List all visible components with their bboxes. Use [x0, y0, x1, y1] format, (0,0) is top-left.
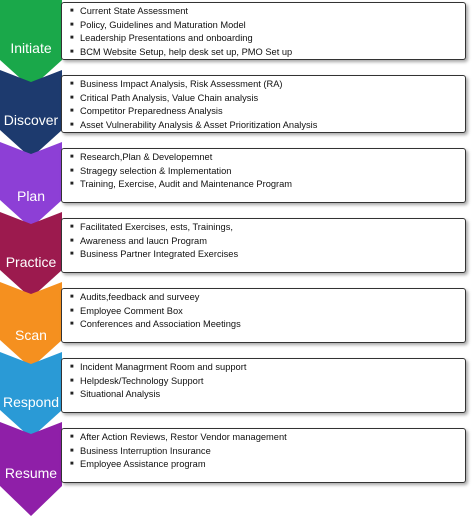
list-item: ■ Employee Assistance program	[70, 458, 465, 472]
list-item: ■ Business Partner Integrated Exercises	[70, 248, 465, 262]
stage-respond	[0, 352, 474, 430]
item-list-plan	[62, 149, 465, 192]
stage-label-scan: Scan	[15, 327, 47, 343]
item-list-practice	[62, 219, 465, 262]
item-list-discover	[62, 76, 465, 132]
list-item: ■ Training, Exercise, Audit and Maintenance Program	[70, 178, 465, 192]
list-item: ■ Current State Assessment	[70, 5, 465, 19]
stage-box-discover	[61, 75, 466, 133]
item-list-respond	[62, 359, 465, 402]
item-list-scan	[62, 289, 465, 332]
stage-box-plan	[61, 148, 466, 203]
list-item: ■ Policy, Guidelines and Maturation Model	[70, 19, 465, 33]
list-item: ■ After Action Reviews, Restor Vendor management	[70, 431, 465, 445]
list-item: ■ Situational Analysis	[70, 388, 465, 402]
list-item: ■ Leadership Presentations and onboarding	[70, 32, 465, 46]
stage-resume	[0, 422, 474, 519]
stage-label-plan: Plan	[16, 188, 46, 204]
stage-box-initiate	[61, 2, 466, 60]
stage-label-initiate: Initiate	[10, 40, 52, 56]
stage-label-respond: Respond	[2, 394, 60, 410]
list-item: ■ Facilitated Exercises, ests, Trainings,	[70, 221, 465, 235]
list-item: ■ Business Impact Analysis, Risk Assessment (RA)	[70, 78, 465, 92]
list-item: ■ Research,Plan & Developemnet	[70, 151, 465, 165]
stage-label-resume: Resume	[4, 465, 58, 481]
stage-practice	[0, 212, 474, 290]
list-item: ■ Asset Vulnerability Analysis & Asset Prioritization Analysis	[70, 119, 465, 133]
stage-box-respond	[61, 358, 466, 413]
stage-discover	[0, 70, 474, 150]
stage-box-practice	[61, 218, 466, 273]
list-item: ■ Business Interruption Insurance	[70, 445, 465, 459]
list-item: ■ Conferences and Association Meetings	[70, 318, 465, 332]
item-list-initiate	[62, 3, 465, 59]
list-item: ■ Critical Path Analysis, Value Chain analysis	[70, 92, 465, 106]
stage-scan	[0, 282, 474, 360]
list-item: ■ Competitor Preparedness Analysis	[70, 105, 465, 119]
list-item: ■ BCM Website Setup, help desk set up, PMO Set up	[70, 46, 465, 60]
stage-box-scan	[61, 288, 466, 343]
list-item: ■ Awareness and laucn Program	[70, 235, 465, 249]
stage-plan	[0, 142, 474, 220]
item-list-resume	[62, 429, 465, 472]
list-item: ■ Audits,feedback and surveey	[70, 291, 465, 305]
stage-initiate	[0, 0, 474, 80]
stage-box-resume	[61, 428, 466, 483]
stage-label-discover: Discover	[3, 112, 59, 128]
list-item: ■ Incident Managrment Room and support	[70, 361, 465, 375]
stage-label-practice: Practice	[5, 254, 57, 270]
list-item: ■ Stragegy selection & Implementation	[70, 165, 465, 179]
list-item: ■ Helpdesk/Technology Support	[70, 375, 465, 389]
list-item: ■ Employee Comment Box	[70, 305, 465, 319]
